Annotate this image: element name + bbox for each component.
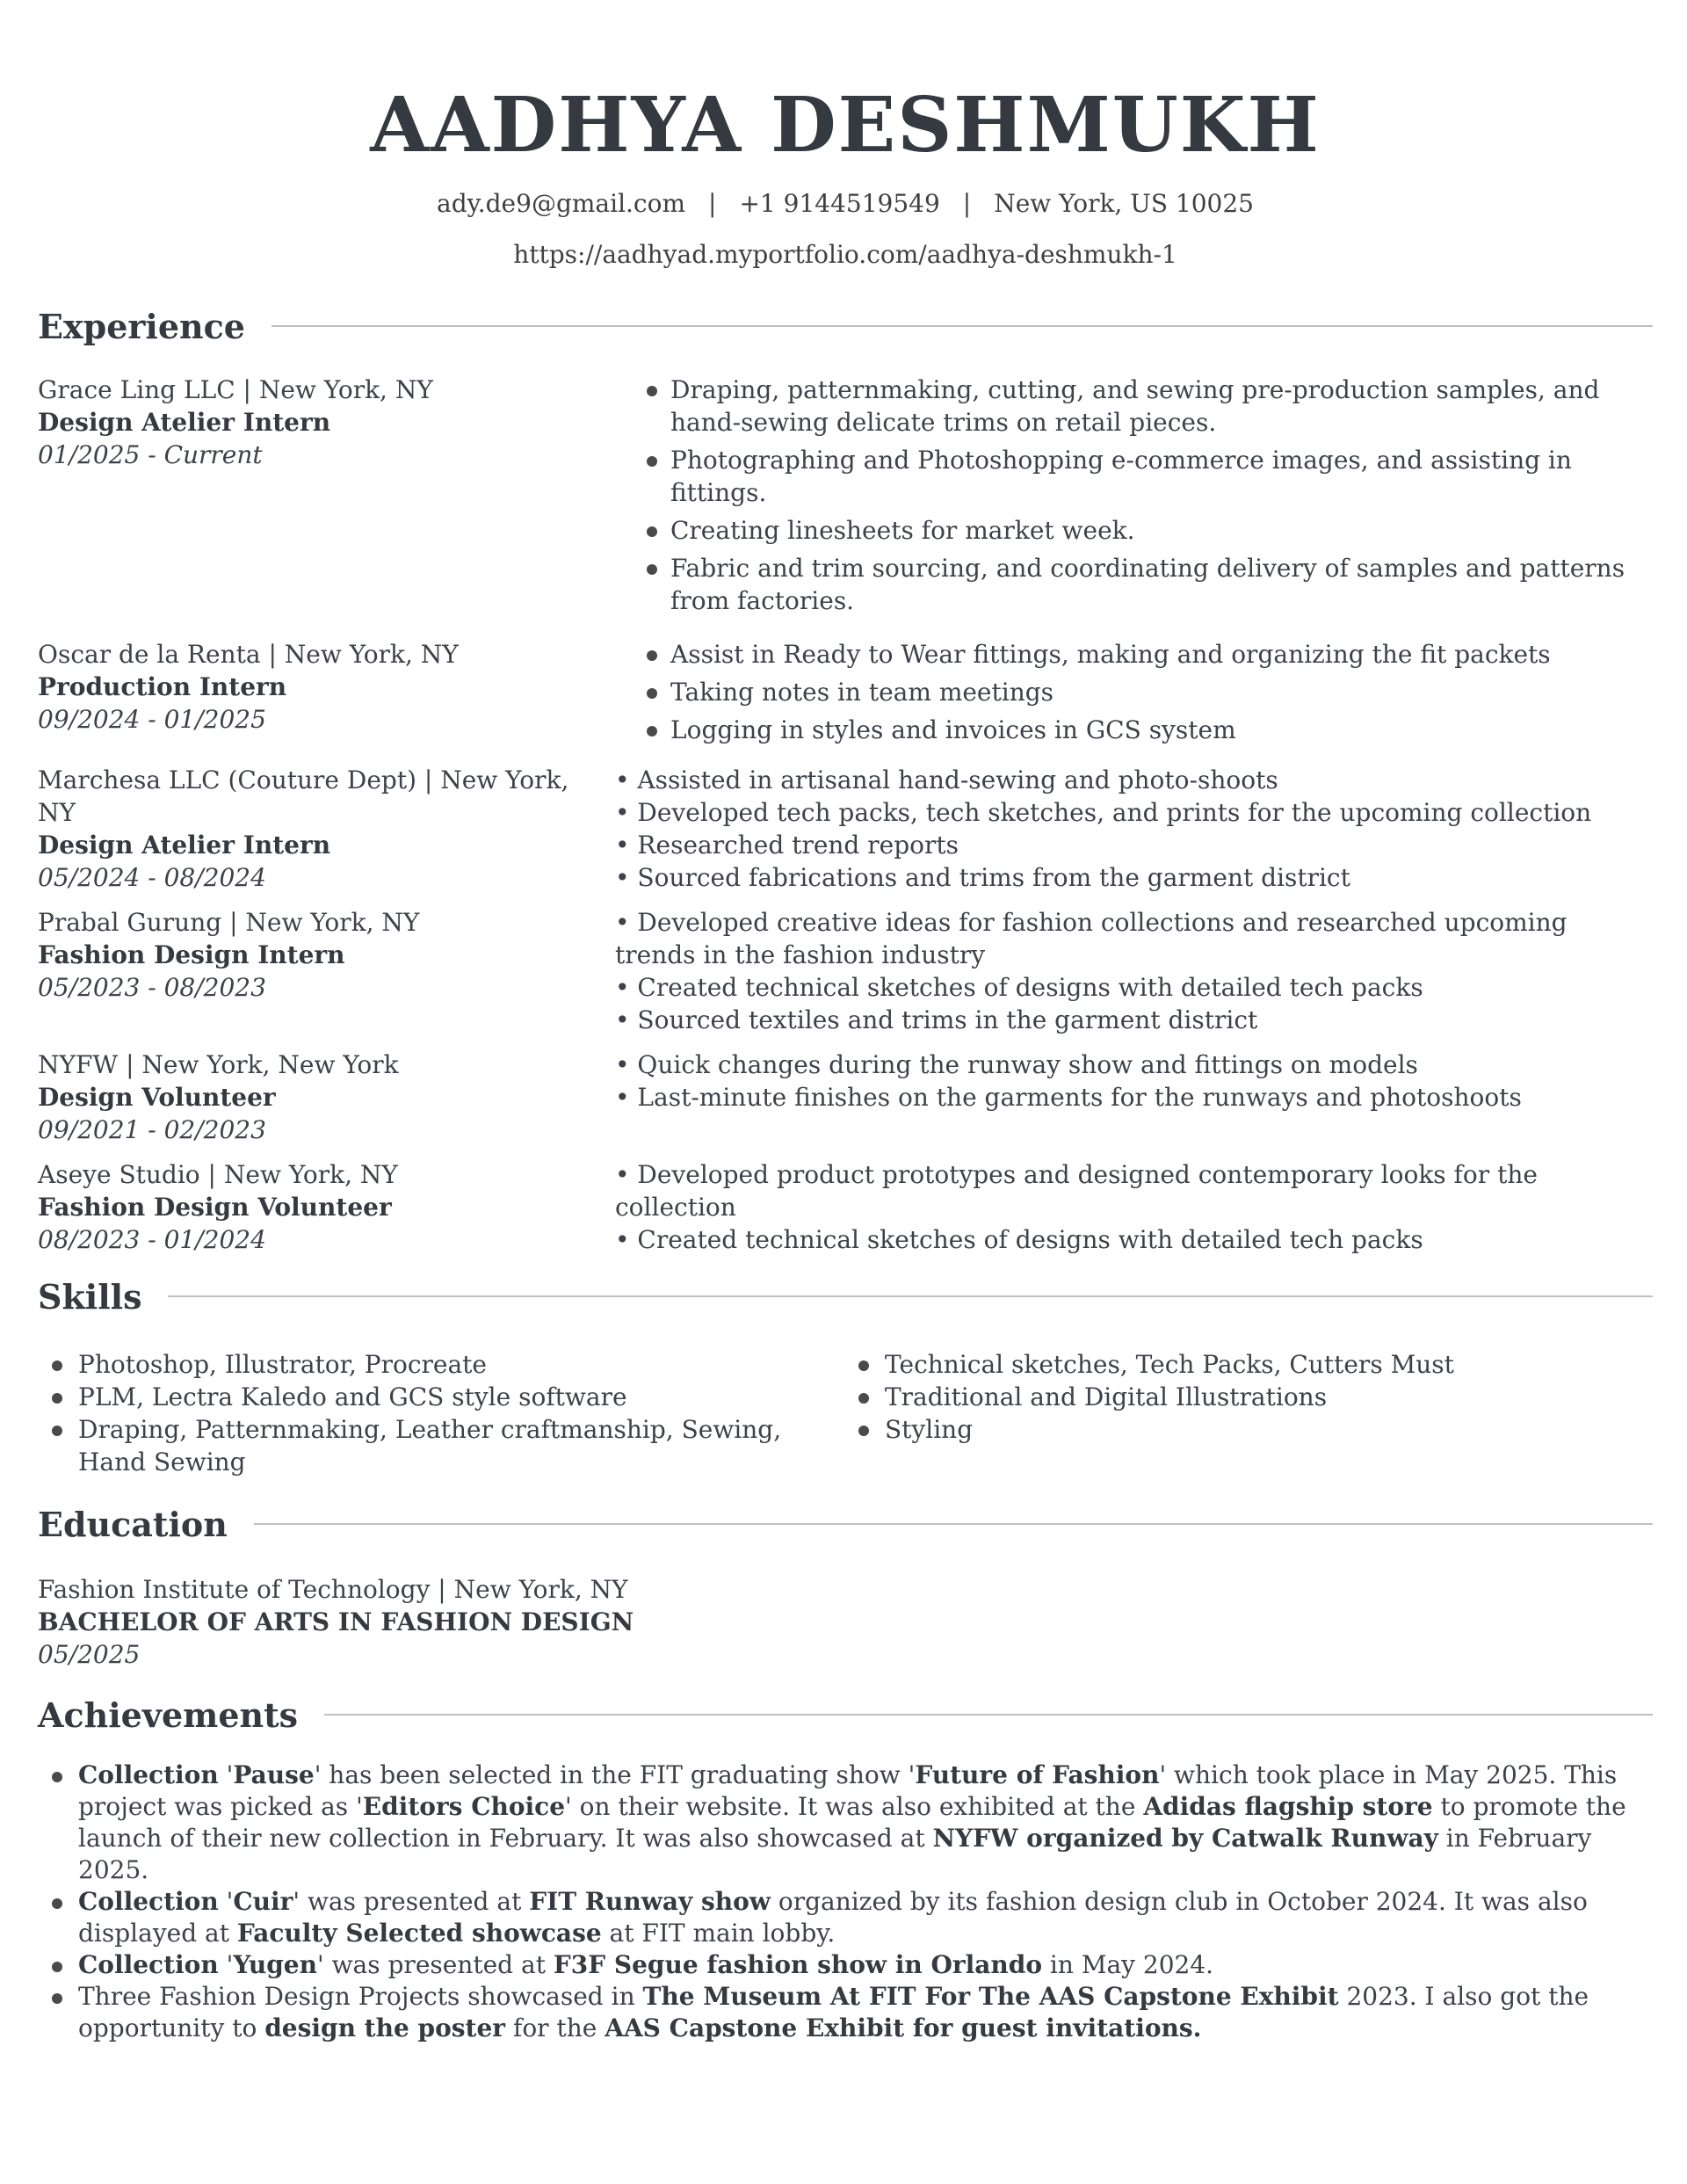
text-run: ' — [218, 1949, 234, 1979]
text-run: ' on their website. It was also exhibited at the — [565, 1791, 1144, 1821]
section-title: Achievements — [38, 1694, 299, 1735]
skills-section — [38, 1277, 1653, 1478]
highlight-text: Collection — [78, 1949, 219, 1979]
bullet-list — [641, 374, 1653, 617]
highlight-text: Adidas flagship store — [1143, 1791, 1433, 1821]
job-dates: 05/2023 - 08/2023 — [38, 972, 266, 1002]
text-run: in May 2024. — [1042, 1949, 1214, 1979]
highlight-text: Cuir — [233, 1886, 293, 1916]
job-meta — [38, 1048, 605, 1146]
bullet-line: • Developed creative ideas for fashion collections and researched upcoming trends in the fashion industry — [615, 907, 1568, 969]
school: Fashion Institute of Technology | New York, NY — [38, 1574, 628, 1604]
achievements-list — [38, 1760, 1653, 2044]
bullet-item: Fabric and trim sourcing, and coordinating delivery of samples and patterns from factories. — [641, 552, 1653, 617]
achievement-item — [50, 1760, 1653, 1886]
skills-column-left — [38, 1348, 844, 1478]
text-run: at FIT main lobby. — [601, 1918, 836, 1948]
bullet-list — [641, 638, 1653, 746]
job-details — [605, 1158, 1653, 1256]
experience-entry — [38, 764, 1653, 894]
company: Aseye Studio | New York, NY — [38, 1159, 398, 1189]
experience-entry — [38, 1048, 1653, 1146]
company: Grace Ling LLC | New York, NY — [38, 374, 433, 404]
achievement-item — [50, 1886, 1653, 1949]
experience-entry — [38, 374, 1653, 622]
text-run: in February 2025. — [78, 1823, 1592, 1884]
text-run: to promote the launch of their new collection in February. It was also showcased at — [78, 1791, 1626, 1853]
job-details — [605, 638, 1653, 751]
bullet-line: • Created technical sketches of designs with detailed tech packs — [615, 1224, 1423, 1254]
text-run: for the — [505, 2013, 605, 2043]
highlight-text: Yugen — [233, 1949, 317, 1979]
bullet-line: • Created technical sketches of designs with detailed tech packs — [615, 972, 1423, 1002]
job-title: Fashion Design Intern — [38, 940, 345, 969]
bullet-line: • Researched trend reports — [615, 830, 959, 860]
text-run: Three Fashion Design Projects showcased in — [78, 1981, 643, 2011]
bullet-item: Assist in Ready to Wear fittings, making and organizing the fit packets — [641, 638, 1653, 671]
job-meta — [38, 374, 605, 622]
text-run: ' which took place in May 2025. This project was picked as ' — [78, 1760, 1618, 1821]
graduation-date: 05/2025 — [38, 1639, 141, 1669]
skills-list — [38, 1348, 1653, 1478]
bullet-item: Logging in styles and invoices in GCS system — [641, 714, 1653, 746]
job-meta — [38, 1158, 605, 1256]
bullet-item: Photographing and Photoshopping e-commerce images, and assisting in fittings. — [641, 444, 1653, 509]
job-details — [605, 764, 1653, 894]
achievement-item — [50, 1949, 1653, 1981]
job-title: Design Atelier Intern — [38, 830, 331, 860]
bullet-line: • Developed tech packs, tech sketches, and prints for the upcoming collection — [615, 797, 1592, 827]
text-run: organized by its fashion design club in October 2024. It was also displayed at — [78, 1886, 1588, 1948]
experience-entry — [38, 638, 1653, 751]
degree: BACHELOR OF ARTS IN FASHION DESIGN — [38, 1607, 634, 1636]
highlight-text: NYFW organized by Catwalk Runway — [932, 1823, 1438, 1853]
job-title: Design Atelier Intern — [38, 407, 331, 437]
text-run: ' — [218, 1760, 234, 1789]
company: Oscar de la Renta | New York, NY — [38, 639, 459, 669]
job-dates: 05/2024 - 08/2024 — [38, 862, 266, 892]
highlight-text: AAS Capstone Exhibit for guest invitations. — [605, 2013, 1202, 2043]
bullet-item: Creating linesheets for market week. — [641, 514, 1653, 547]
job-meta — [38, 764, 605, 894]
job-title: Design Volunteer — [38, 1082, 276, 1112]
skill-item: Traditional and Digital Illustrations — [857, 1381, 1651, 1413]
bullet-line: • Developed product prototypes and designed contemporary looks for the collection — [615, 1159, 1538, 1222]
highlight-text: design the poster — [264, 2013, 506, 2043]
job-dates: 09/2024 - 01/2025 — [38, 704, 266, 734]
job-dates: 01/2025 - Current — [38, 439, 263, 469]
experience-entry — [38, 1158, 1653, 1256]
company: Marchesa LLC (Couture Dept) | New York, NY — [38, 765, 569, 827]
achievements-section — [38, 1695, 1653, 2044]
location: New York, US 10025 — [994, 189, 1254, 218]
job-dates: 08/2023 - 01/2024 — [38, 1224, 266, 1254]
job-details — [605, 1048, 1653, 1146]
highlight-text: Pause — [233, 1760, 315, 1789]
phone[interactable]: +1 9144519549 — [739, 189, 940, 218]
bullet-line: • Sourced fabrications and trims from the garment district — [615, 862, 1350, 892]
highlight-text: Future of Fashion — [915, 1760, 1160, 1789]
job-meta — [38, 638, 605, 751]
skill-item: Technical sketches, Tech Packs, Cutters Must — [857, 1348, 1651, 1381]
section-title: Education — [38, 1504, 228, 1544]
resume-page — [38, 0, 1653, 2044]
highlight-text: Faculty Selected showcase — [236, 1918, 602, 1948]
education-entry — [38, 1573, 1653, 1671]
section-header — [38, 1505, 1653, 1544]
company: Prabal Gurung | New York, NY — [38, 907, 420, 937]
experience-section — [38, 307, 1653, 1256]
section-header — [38, 1695, 1653, 1735]
highlight-text: F3F Segue fashion show in Orlando — [553, 1949, 1043, 1979]
contact-line — [38, 188, 1653, 220]
bullet-line: • Last-minute finishes on the garments for the runways and photoshoots — [615, 1082, 1522, 1112]
text-run: 2023. I also got the opportunity to — [78, 1981, 1589, 2043]
section-divider — [254, 1523, 1653, 1525]
experience-entry — [38, 906, 1653, 1036]
highlight-text: Collection — [78, 1886, 219, 1916]
bullet-line: • Assisted in artisanal hand-sewing and photo-shoots — [615, 765, 1278, 795]
text-run: ' was presented at — [316, 1949, 554, 1979]
bullet-line: • Quick changes during the runway show and fittings on models — [615, 1049, 1418, 1079]
section-header — [38, 1277, 1653, 1317]
company: NYFW | New York, New York — [38, 1049, 399, 1079]
section-title: Experience — [38, 306, 245, 346]
skill-item: Draping, Patternmaking, Leather craftmanship, Sewing, Hand Sewing — [50, 1413, 844, 1478]
email[interactable]: ady.de9@gmail.com — [437, 189, 686, 218]
section-divider — [272, 325, 1653, 327]
portfolio-link[interactable]: https://aadhyad.myportfolio.com/aadhya-deshmukh-1 — [513, 240, 1177, 270]
section-title: Skills — [38, 1276, 142, 1317]
bullet-item: Taking notes in team meetings — [641, 676, 1653, 708]
candidate-name: AADHYA DESHMUKH — [370, 81, 1321, 170]
experience-list — [38, 374, 1653, 1256]
separator: | — [708, 189, 717, 218]
bullet-item: Draping, patternmaking, cutting, and sewing pre-production samples, and hand-sewing delicate trims on retail pieces. — [641, 374, 1653, 439]
job-title: Fashion Design Volunteer — [38, 1192, 392, 1222]
highlight-text: Collection — [78, 1760, 219, 1789]
highlight-text: FIT Runway show — [529, 1886, 771, 1916]
text-run: ' has been selected in the FIT graduating show ' — [314, 1760, 916, 1789]
section-divider — [168, 1295, 1653, 1297]
skill-item: Photoshop, Illustrator, Procreate — [50, 1348, 844, 1381]
job-meta — [38, 906, 605, 1036]
skills-column-right — [844, 1348, 1651, 1478]
job-details — [605, 374, 1653, 622]
skill-item: Styling — [857, 1413, 1651, 1446]
separator: | — [962, 189, 972, 218]
job-title: Production Intern — [38, 671, 287, 701]
text-run: ' — [218, 1886, 234, 1916]
job-dates: 09/2021 - 02/2023 — [38, 1114, 266, 1144]
achievement-item — [50, 1981, 1653, 2044]
highlight-text: The Museum At FIT For The AAS Capstone Exhibit — [642, 1981, 1339, 2011]
section-header — [38, 307, 1653, 346]
bullet-line: • Sourced textiles and trims in the garment district — [615, 1005, 1258, 1034]
education-section — [38, 1505, 1653, 1671]
job-details — [605, 906, 1653, 1036]
text-run: ' was presented at — [293, 1886, 530, 1916]
section-divider — [324, 1714, 1653, 1716]
highlight-text: Editors Choice — [362, 1791, 566, 1821]
skill-item: PLM, Lectra Kaledo and GCS style software — [50, 1381, 844, 1413]
